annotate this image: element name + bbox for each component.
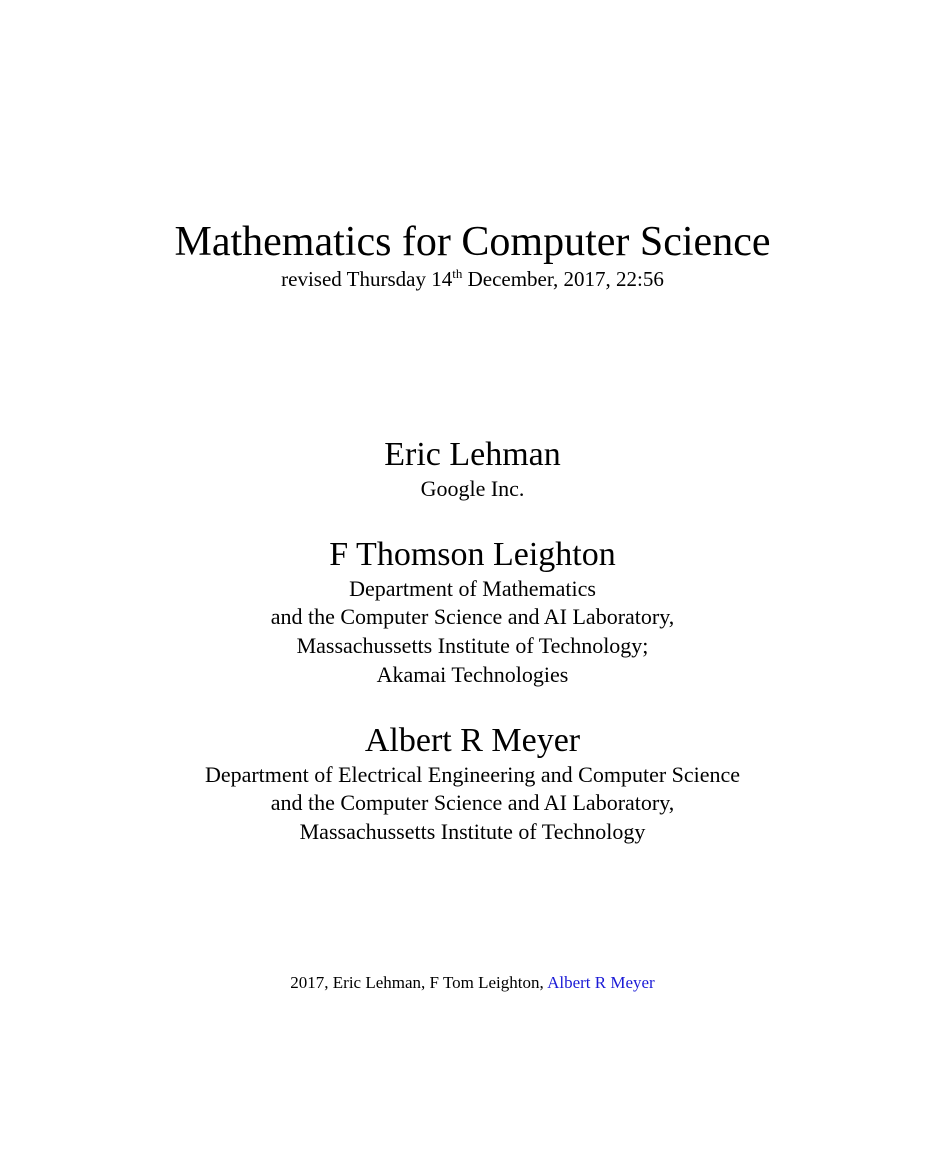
author-affiliation-line: and the Computer Science and AI Laboratory, [270,604,675,630]
revision-prefix: revised Thursday 14 [281,267,453,291]
author-affiliation-line: Massachussetts Institute of Technology; [296,633,649,659]
author-name: Albert R Meyer [364,721,581,759]
author-affiliation-line: Google Inc. [420,476,525,501]
author-name: F Thomson Leighton [329,535,616,573]
authors-list [0,435,945,878]
copyright-notice [0,972,945,994]
revision-date [0,266,945,292]
author-link-meyer[interactable]: Albert R Meyer [547,973,655,992]
author-block [0,435,945,504]
author-block [0,721,945,847]
revision-ordinal-suffix: th [452,266,463,281]
title-block [0,218,945,292]
author-affiliation-line: Akamai Technologies [376,661,569,687]
author-affiliation-line: and the Computer Science and AI Laboratory, [270,790,675,816]
copyright-text: 2017, Eric Lehman, F Tom Leighton, [290,973,548,992]
author-block [0,535,945,690]
author-affiliation-line: Department of Mathematics [349,575,596,601]
document-title: Mathematics for Computer Science [174,219,771,265]
author-affiliation-line: Department of Electrical Engineering and Computer Science [204,761,741,787]
author-name: Eric Lehman [384,436,561,473]
revision-rest: December, 2017, 22:56 [462,267,664,291]
author-affiliation-line: Massachussetts Institute of Technology [299,818,646,844]
